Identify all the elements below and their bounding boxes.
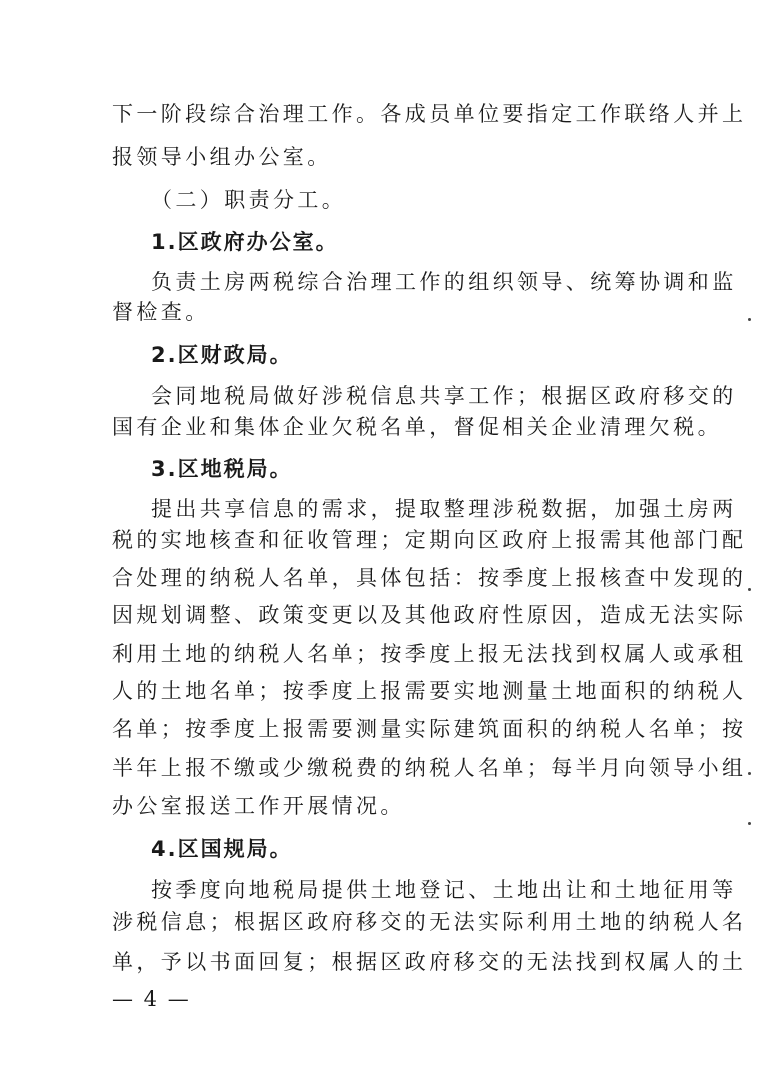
subsection-heading: 1.区政府办公室。 [151, 230, 339, 254]
text-line: 人的土地名单；按季度上报需要实地测量土地面积的纳税人 [112, 679, 747, 703]
text-line: 负责土房两税综合治理工作的组织领导、统筹协调和监 [151, 270, 737, 294]
text-line: 因规划调整、政策变更以及其他政府性原因，造成无法实际 [112, 603, 747, 627]
text-line: 办公室报送工作开展情况。 [112, 794, 405, 818]
text-line: 利用土地的纳税人名单；按季度上报无法找到权属人或承租 [112, 642, 747, 666]
text-line: 半年上报不缴或少缴税费的纳税人名单；每半月向领导小组 [112, 756, 747, 780]
text-line: 税的实地核查和征收管理；定期向区政府上报需其他部门配 [112, 528, 747, 552]
scan-speck [748, 822, 751, 825]
scan-speck [748, 318, 751, 321]
subsection-heading: 2.区财政局。 [151, 343, 293, 367]
text-line: 报领导小组办公室。 [112, 145, 332, 169]
scan-speck [748, 588, 751, 591]
scan-speck [748, 772, 751, 775]
subsection-heading: 3.区地税局。 [151, 457, 293, 481]
text-line: 国有企业和集体企业欠税名单，督促相关企业清理欠税。 [112, 415, 722, 439]
text-line: 名单；按季度上报需要测量实际建筑面积的纳税人名单；按 [112, 717, 747, 741]
text-line: 督检查。 [112, 300, 210, 324]
section-heading: （二）职责分工。 [151, 188, 347, 212]
text-line: 涉税信息；根据区政府移交的无法实际利用土地的纳税人名 [112, 910, 747, 934]
text-line: 下一阶段综合治理工作。各成员单位要指定工作联络人并上 [112, 102, 747, 126]
page-number: — 4 — [112, 987, 191, 1011]
text-line: 会同地税局做好涉税信息共享工作；根据区政府移交的 [151, 384, 737, 408]
text-line: 单，予以书面回复；根据区政府移交的无法找到权属人的土 [112, 950, 747, 974]
subsection-heading: 4.区国规局。 [151, 837, 293, 861]
text-line: 按季度向地税局提供土地登记、土地出让和土地征用等 [151, 878, 737, 902]
text-line: 提出共享信息的需求，提取整理涉税数据，加强土房两 [151, 497, 737, 521]
text-line: 合处理的纳税人名单，具体包括：按季度上报核查中发现的 [112, 566, 747, 590]
